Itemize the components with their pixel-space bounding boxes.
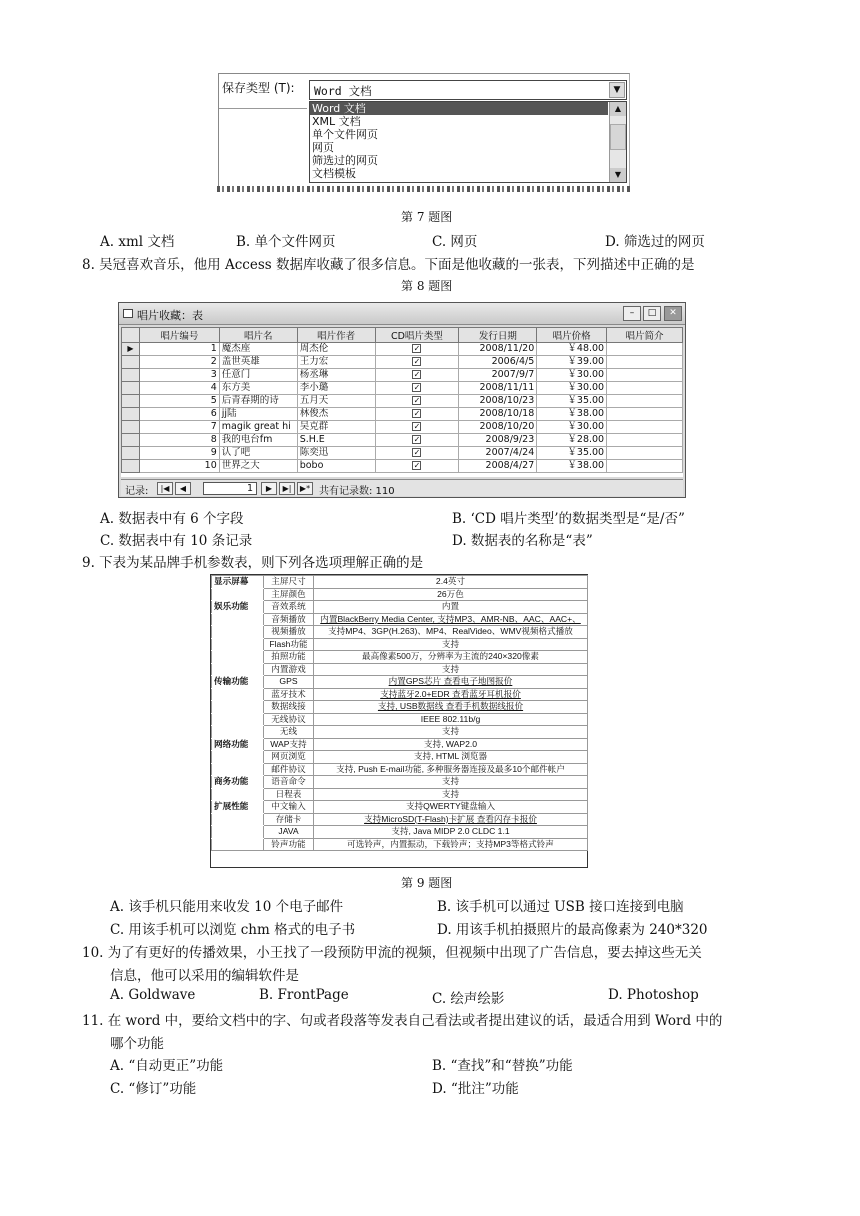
column-header[interactable]: 唱片作者: [297, 328, 375, 343]
cell-record-id[interactable]: 4: [139, 382, 219, 395]
cell-intro[interactable]: [607, 356, 683, 369]
q9-option-a: A. 该手机只能用来收发 10 个电子邮件: [110, 899, 344, 915]
spec-value: 支持, Push E-mail功能, 多种服务器连接及最多10个邮件帐户: [314, 763, 588, 776]
checkbox-icon[interactable]: ✓: [413, 435, 421, 444]
spec-value: 支持: [314, 726, 588, 739]
spec-row: [212, 738, 588, 751]
window-titlebar: [119, 303, 685, 325]
spec-item: Flash功能: [264, 638, 314, 651]
save-type-label: 保存类型 (T):: [222, 81, 295, 95]
cell-release-date[interactable]: 2006/4/5: [459, 356, 537, 369]
spec-item: 音频播放: [264, 613, 314, 626]
spec-value: 可选铃声，内置振动，下载铃声；支持MP3等格式铃声: [314, 838, 588, 851]
column-header[interactable]: 唱片编号: [139, 328, 219, 343]
spec-row: [212, 676, 588, 689]
save-type-option[interactable]: XML 文档: [312, 115, 361, 128]
cell-cd-type[interactable]: [375, 343, 459, 356]
cell-album-name[interactable]: 魔杰座: [219, 343, 297, 356]
scroll-up-icon[interactable]: ▲: [610, 102, 626, 116]
q8-option-c: C. 数据表中有 10 条记录: [100, 533, 253, 549]
q10-option-b: B. FrontPage: [259, 987, 349, 1003]
spec-category: [212, 613, 264, 626]
cell-intro[interactable]: [607, 395, 683, 408]
first-record-icon[interactable]: |◀: [157, 482, 173, 495]
window-title: 唱片收藏：表: [137, 309, 203, 322]
row-selector[interactable]: [122, 369, 140, 382]
checkbox-icon[interactable]: ✓: [413, 409, 421, 418]
cell-artist[interactable]: 周杰伦: [297, 343, 375, 356]
spec-item: 视频播放: [264, 626, 314, 639]
cell-cd-type[interactable]: [375, 356, 459, 369]
q11-stem-line2: 哪个功能: [110, 1036, 164, 1052]
spec-row: [212, 776, 588, 789]
records-table: [121, 327, 683, 473]
spec-item: 内置游戏: [264, 663, 314, 676]
checkbox-icon[interactable]: ✓: [413, 422, 421, 431]
spec-category: [212, 663, 264, 676]
cell-release-date[interactable]: 2007/9/7: [459, 369, 537, 382]
spec-category: [212, 763, 264, 776]
cell-cd-type[interactable]: [375, 408, 459, 421]
cell-artist[interactable]: 吴克群: [297, 421, 375, 434]
spec-item: 拍照功能: [264, 651, 314, 664]
spec-value-link[interactable]: 支持MicroSD(T-Flash)卡扩展 查看闪存卡报价: [314, 813, 588, 826]
q7-option-a: A. xml 文档: [100, 234, 175, 250]
spec-item: 主屏颜色: [264, 588, 314, 601]
q8-option-b: B. ‘CD 唱片类型’的数据类型是“是/否”: [452, 511, 685, 527]
cell-price[interactable]: ￥38.00: [537, 460, 607, 473]
cell-intro[interactable]: [607, 369, 683, 382]
save-type-option[interactable]: Word 文档: [310, 102, 608, 115]
cell-price[interactable]: ￥38.00: [537, 408, 607, 421]
cell-artist[interactable]: 杨丞琳: [297, 369, 375, 382]
row-selector[interactable]: [122, 434, 140, 447]
cell-price[interactable]: ￥30.00: [537, 382, 607, 395]
save-type-combobox[interactable]: [309, 80, 627, 100]
row-selector[interactable]: [122, 382, 140, 395]
cell-release-date[interactable]: 2008/10/23: [459, 395, 537, 408]
q9-stem: 9. 下表为某品牌手机参数表，则下列各选项理解正确的是: [82, 555, 424, 571]
cell-intro[interactable]: [607, 421, 683, 434]
row-selector[interactable]: [122, 356, 140, 369]
table-row[interactable]: [122, 460, 683, 473]
row-selector[interactable]: [122, 408, 140, 421]
checkbox-icon[interactable]: ✓: [413, 448, 421, 457]
spec-category: 传输功能: [212, 676, 264, 689]
cell-price[interactable]: ￥28.00: [537, 434, 607, 447]
cell-record-id[interactable]: 1: [139, 343, 219, 356]
cell-release-date[interactable]: 2008/4/27: [459, 460, 537, 473]
spec-row: [212, 838, 588, 851]
q7-option-b: B. 单个文件网页: [236, 234, 336, 250]
table-row[interactable]: [122, 369, 683, 382]
cell-price[interactable]: ￥48.00: [537, 343, 607, 356]
spec-item: 数据线接: [264, 701, 314, 714]
spec-item: 邮件协议: [264, 763, 314, 776]
row-selector[interactable]: [122, 447, 140, 460]
column-header[interactable]: 唱片价格: [537, 328, 607, 343]
q9-option-c: C. 用该手机可以浏览 chm 格式的电子书: [110, 922, 356, 938]
spec-row: [212, 638, 588, 651]
cell-intro[interactable]: [607, 434, 683, 447]
column-header[interactable]: 唱片名: [219, 328, 297, 343]
cell-record-id[interactable]: 5: [139, 395, 219, 408]
spec-value: 支持, WAP2.0: [314, 738, 588, 751]
cell-intro[interactable]: [607, 408, 683, 421]
spec-category: [212, 638, 264, 651]
cell-price[interactable]: ￥30.00: [537, 369, 607, 382]
table-row[interactable]: [122, 408, 683, 421]
cell-artist[interactable]: bobo: [297, 460, 375, 473]
cell-album-name[interactable]: 盖世英雄: [219, 356, 297, 369]
q8-option-a: A. 数据表中有 6 个字段: [100, 511, 244, 527]
header-row: [122, 328, 683, 343]
spec-row: [212, 788, 588, 801]
fig9-caption: 第 9 题图: [401, 876, 453, 890]
spec-item: 音效系统: [264, 601, 314, 614]
spec-value: 支持: [314, 638, 588, 651]
spec-category: [212, 751, 264, 764]
spec-value: IEEE 802.11b/g: [314, 713, 588, 726]
table-row[interactable]: [122, 382, 683, 395]
spec-category: [212, 688, 264, 701]
spec-item: 无线: [264, 726, 314, 739]
phone-spec-table-figure: [210, 574, 588, 868]
spec-value: 支持, Java MIDP 2.0 CLDC 1.1: [314, 826, 588, 839]
spec-category: [212, 726, 264, 739]
next-record-icon[interactable]: ▶: [261, 482, 277, 495]
cell-intro[interactable]: [607, 382, 683, 395]
q8-option-d: D. 数据表的名称是“表”: [452, 533, 593, 549]
save-type-option[interactable]: 网页: [312, 141, 334, 154]
cell-album-name[interactable]: 我的电台fm: [219, 434, 297, 447]
datasheet-grid: [121, 327, 683, 477]
save-type-option[interactable]: 单个文件网页: [312, 128, 378, 141]
spec-category: [212, 701, 264, 714]
chevron-down-icon[interactable]: ▼: [609, 82, 625, 98]
cell-artist[interactable]: S.H.E: [297, 434, 375, 447]
spec-row: [212, 651, 588, 664]
cell-record-id[interactable]: 7: [139, 421, 219, 434]
spec-value: 支持, HTML 浏览器: [314, 751, 588, 764]
save-type-dropdown-list[interactable]: [309, 101, 627, 183]
spec-item: 蓝牙技术: [264, 688, 314, 701]
cell-cd-type[interactable]: [375, 421, 459, 434]
q7-option-d: D. 筛选过的网页: [605, 234, 705, 250]
cell-price[interactable]: ￥35.00: [537, 395, 607, 408]
table-row[interactable]: [122, 434, 683, 447]
spec-value-link[interactable]: 内置GPS芯片 查看电子地图报价: [314, 676, 588, 689]
prev-record-icon[interactable]: ◀: [175, 482, 191, 495]
last-record-icon[interactable]: ▶|: [279, 482, 295, 495]
spec-row: [212, 576, 588, 589]
row-selector[interactable]: [122, 421, 140, 434]
cell-album-name[interactable]: 认了吧: [219, 447, 297, 460]
q10-option-d: D. Photoshop: [608, 987, 699, 1003]
access-table-window: [118, 302, 686, 498]
save-type-dialog-figure: [218, 73, 630, 188]
column-header[interactable]: CD唱片类型: [375, 328, 459, 343]
save-type-option[interactable]: 筛选过的网页: [312, 154, 378, 167]
spec-row: [212, 663, 588, 676]
spec-category: 娱乐功能: [212, 601, 264, 614]
spec-item: 无线协议: [264, 713, 314, 726]
table-row[interactable]: [122, 356, 683, 369]
torn-edge-decoration: [217, 186, 631, 192]
record-navigation-bar: [121, 479, 683, 496]
spec-category: [212, 826, 264, 839]
spec-row: [212, 726, 588, 739]
checkbox-icon[interactable]: ✓: [413, 370, 421, 379]
spec-value: 支持: [314, 788, 588, 801]
spec-category: [212, 713, 264, 726]
spec-value: 支持: [314, 663, 588, 676]
spec-value: 2.4英寸: [314, 576, 588, 589]
spec-row: [212, 701, 588, 714]
spec-item: 语音命令: [264, 776, 314, 789]
dropdown-scrollbar[interactable]: [609, 102, 626, 182]
spec-category: [212, 813, 264, 826]
q9-option-b: B. 该手机可以通过 USB 接口连接到电脑: [437, 899, 684, 915]
spec-value-link[interactable]: 支持蓝牙2.0+EDR 查看蓝牙耳机报价: [314, 688, 588, 701]
new-record-icon[interactable]: ▶*: [297, 482, 313, 495]
cell-artist[interactable]: 李小璐: [297, 382, 375, 395]
total-records-text: 共有记录数: 110: [319, 486, 395, 497]
spec-category: 扩展性能: [212, 801, 264, 814]
column-header[interactable]: 发行日期: [459, 328, 537, 343]
spec-value: 26万色: [314, 588, 588, 601]
cell-intro[interactable]: [607, 447, 683, 460]
cell-record-id[interactable]: 2: [139, 356, 219, 369]
table-row[interactable]: [122, 343, 683, 356]
spec-category: 网络功能: [212, 738, 264, 751]
q11-option-b: B. “查找”和“替换”功能: [432, 1058, 573, 1074]
cell-record-id[interactable]: 8: [139, 434, 219, 447]
spec-value: 内置: [314, 601, 588, 614]
cell-release-date[interactable]: 2008/11/11: [459, 382, 537, 395]
save-type-option[interactable]: 文档模板: [312, 167, 356, 180]
checkbox-icon[interactable]: ✓: [413, 344, 421, 353]
q11-option-a: A. “自动更正”功能: [110, 1058, 224, 1074]
fig8-caption: 第 8 题图: [401, 279, 453, 293]
cell-artist[interactable]: 陈奕迅: [297, 447, 375, 460]
scroll-thumb[interactable]: [610, 124, 626, 150]
q10-stem-line1: 10. 为了有更好的传播效果，小王找了一段预防甲流的视频，但视频中出现了广告信息，要去掉这些无关: [82, 945, 702, 961]
cell-cd-type[interactable]: [375, 434, 459, 447]
spec-category: [212, 588, 264, 601]
row-selector-header: [122, 328, 140, 343]
checkbox-icon[interactable]: ✓: [413, 461, 421, 470]
q11-option-c: C. “修订”功能: [110, 1081, 197, 1097]
cell-record-id[interactable]: 9: [139, 447, 219, 460]
spec-category: [212, 838, 264, 851]
spec-row: [212, 826, 588, 839]
spec-row: [212, 763, 588, 776]
cell-release-date[interactable]: 2007/4/24: [459, 447, 537, 460]
cell-record-id[interactable]: 3: [139, 369, 219, 382]
row-selector[interactable]: [122, 395, 140, 408]
q9-option-d: D. 用该手机拍摄照片的最高像素为 240*320: [437, 922, 708, 938]
cell-release-date[interactable]: 2008/10/18: [459, 408, 537, 421]
q10-option-a: A. Goldwave: [110, 987, 196, 1003]
cell-artist[interactable]: 林俊杰: [297, 408, 375, 421]
scroll-down-icon[interactable]: ▼: [610, 168, 626, 182]
table-icon: [123, 309, 133, 318]
cell-artist[interactable]: 王力宏: [297, 356, 375, 369]
q10-option-c: C. 绘声绘影: [432, 991, 505, 1007]
cell-release-date[interactable]: 2008/10/20: [459, 421, 537, 434]
row-selector[interactable]: ▶: [122, 343, 140, 356]
cell-record-id[interactable]: 10: [139, 460, 219, 473]
table-row[interactable]: [122, 395, 683, 408]
q11-stem-line1: 11. 在 word 中，要给文档中的字、句或者段落等发表自己看法或者提出建议的话，最适合用到 Word 中的: [82, 1013, 723, 1029]
spec-item: 日程表: [264, 788, 314, 801]
minimize-icon[interactable]: –: [623, 306, 641, 321]
spec-value-link[interactable]: 内置BlackBerry Media Center, 支持MP3、AMR-NB、AAC、AAC+、: [314, 613, 588, 626]
fig7-caption: 第 7 题图: [401, 210, 453, 224]
spec-value-link[interactable]: 支持, USB数据线 查看手机数据线报价: [314, 701, 588, 714]
save-type-value: Word 文档: [314, 84, 372, 98]
cell-album-name[interactable]: jj陆: [219, 408, 297, 421]
cell-cd-type[interactable]: [375, 395, 459, 408]
spec-value: 支持MP4、3GP(H.263)、MP4、RealVideo、WMV视频格式播放: [314, 626, 588, 639]
spec-value: 最高像素500万，分辨率为主流的240×320像素: [314, 651, 588, 664]
spec-category: [212, 626, 264, 639]
cell-price[interactable]: ￥39.00: [537, 356, 607, 369]
cell-cd-type[interactable]: [375, 382, 459, 395]
cell-cd-type[interactable]: [375, 460, 459, 473]
spec-row: [212, 588, 588, 601]
spec-row: [212, 813, 588, 826]
q10-stem-line2: 信息，他可以采用的编辑软件是: [110, 968, 299, 984]
spec-item: 铃声功能: [264, 838, 314, 851]
cell-release-date[interactable]: 2008/11/20: [459, 343, 537, 356]
spec-row: [212, 601, 588, 614]
cell-release-date[interactable]: 2008/9/23: [459, 434, 537, 447]
dialog-left-panel: [219, 108, 307, 186]
spec-item: WAP支持: [264, 738, 314, 751]
close-icon[interactable]: ✕: [664, 306, 682, 321]
cell-price[interactable]: ￥35.00: [537, 447, 607, 460]
spec-item: 网页浏览: [264, 751, 314, 764]
spec-row: [212, 626, 588, 639]
cell-intro[interactable]: [607, 460, 683, 473]
spec-item: 中文输入: [264, 801, 314, 814]
table-row[interactable]: [122, 447, 683, 460]
spec-row: [212, 801, 588, 814]
spec-category: 商务功能: [212, 776, 264, 789]
row-selector[interactable]: [122, 460, 140, 473]
spec-value: 支持QWERTY键盘输入: [314, 801, 588, 814]
spec-row: [212, 713, 588, 726]
spec-row: [212, 751, 588, 764]
current-record-input[interactable]: 1: [203, 482, 257, 495]
cell-album-name[interactable]: 任意门: [219, 369, 297, 382]
cell-album-name[interactable]: 世界之大: [219, 460, 297, 473]
cell-price[interactable]: ￥30.00: [537, 421, 607, 434]
spec-row: [212, 688, 588, 701]
column-header[interactable]: 唱片简介: [607, 328, 683, 343]
spec-row: [212, 613, 588, 626]
q11-option-d: D. “批注”功能: [432, 1081, 519, 1097]
cell-artist[interactable]: 五月天: [297, 395, 375, 408]
spec-item: 存储卡: [264, 813, 314, 826]
phone-spec-table: [211, 575, 588, 851]
spec-value: 支持: [314, 776, 588, 789]
q7-option-c: C. 网页: [432, 234, 478, 250]
cell-cd-type[interactable]: [375, 447, 459, 460]
cell-cd-type[interactable]: [375, 369, 459, 382]
spec-category: [212, 788, 264, 801]
spec-category: 显示屏幕: [212, 576, 264, 589]
spec-item: JAVA: [264, 826, 314, 839]
spec-item: GPS: [264, 676, 314, 689]
checkbox-icon[interactable]: ✓: [413, 383, 421, 392]
spec-category: [212, 651, 264, 664]
record-label: 记录:: [125, 486, 149, 497]
checkbox-icon[interactable]: ✓: [413, 357, 421, 366]
cell-record-id[interactable]: 6: [139, 408, 219, 421]
maximize-icon[interactable]: □: [643, 306, 661, 321]
q8-stem: 8. 吴冠喜欢音乐，他用 Access 数据库收藏了很多信息。下面是他收藏的一张表，下列描述中正确的是: [82, 257, 695, 273]
cell-intro[interactable]: [607, 343, 683, 356]
cell-album-name[interactable]: 东方美: [219, 382, 297, 395]
table-row[interactable]: [122, 421, 683, 434]
cell-album-name[interactable]: magik great hi: [219, 421, 297, 434]
spec-item: 主屏尺寸: [264, 576, 314, 589]
cell-album-name[interactable]: 后青春期的诗: [219, 395, 297, 408]
checkbox-icon[interactable]: ✓: [413, 396, 421, 405]
